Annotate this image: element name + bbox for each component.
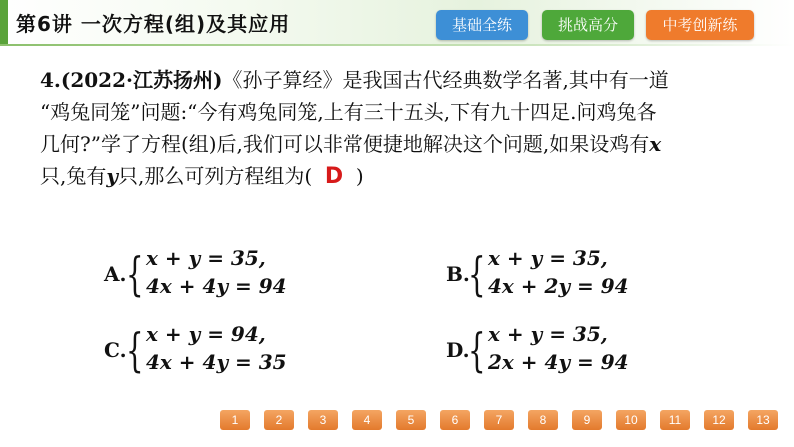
question-body: 只,那么可列方程组为 [117, 164, 305, 188]
page-button-3[interactable]: 3 [308, 410, 338, 430]
page-button-6[interactable]: 6 [440, 410, 470, 430]
page-button-7[interactable]: 7 [484, 410, 514, 430]
challenge-button[interactable]: 挑战高分 [542, 10, 634, 40]
option-label: A. [104, 262, 127, 286]
equation-1: x + y = 94, [146, 322, 266, 346]
equation-2: 4x + 2y = 94 [488, 274, 629, 298]
page-button-11[interactable]: 11 [660, 410, 690, 430]
question-text [40, 64, 780, 193]
header-divider [0, 44, 794, 46]
option-label: D. [446, 338, 470, 362]
page-button-1[interactable]: 1 [220, 410, 250, 430]
basic-practice-button[interactable]: 基础全练 [436, 10, 528, 40]
page-button-9[interactable]: 9 [572, 410, 602, 430]
question-body: 几何?”学了方程(组)后,我们可以非常便捷地解决这个问题,如果设鸡有 [40, 132, 650, 156]
answer-text[interactable]: D [324, 164, 344, 189]
answer-bracket-open: ( [304, 164, 325, 188]
header-accent [0, 0, 8, 44]
page-button-12[interactable]: 12 [704, 410, 734, 430]
equation-2: 4x + 4y = 94 [146, 274, 287, 298]
option-label: C. [104, 338, 127, 362]
exam-innovation-button[interactable]: 中考创新练 [646, 10, 754, 40]
lesson-title: 第6讲 一次方程(组)及其应用 [16, 12, 291, 36]
option-c [104, 322, 364, 382]
question-line-3 [40, 128, 780, 160]
option-b [446, 246, 706, 306]
equation-2: 2x + 4y = 94 [488, 350, 629, 374]
page-button-13[interactable]: 13 [748, 410, 778, 430]
page-button-10[interactable]: 10 [616, 410, 646, 430]
page-button-8[interactable]: 8 [528, 410, 558, 430]
page-button-2[interactable]: 2 [264, 410, 294, 430]
question-line-4 [40, 160, 780, 193]
equation-1: x + y = 35, [488, 322, 608, 346]
equation-1: x + y = 35, [146, 246, 266, 270]
equation-2: 4x + 4y = 35 [146, 350, 287, 374]
option-label: B. [446, 262, 470, 286]
variable-y: y [106, 164, 118, 188]
page-button-5[interactable]: 5 [396, 410, 426, 430]
question-line-1 [40, 64, 780, 96]
variable-x: x [649, 132, 662, 156]
question-number: 4. [40, 68, 61, 92]
option-a [104, 246, 364, 306]
question-source: (2022·江苏扬州) [60, 68, 223, 92]
question-line-2: “鸡兔同笼”问题:“今有鸡兔同笼,上有三十五头,下有九十四足.问鸡兔各 [40, 100, 657, 124]
option-d [446, 322, 706, 382]
brace-icon: { [126, 247, 144, 301]
question-body: 只,兔有 [40, 164, 107, 188]
brace-icon: { [468, 323, 486, 377]
question-body: 《孙子算经》是我国古代经典数学名著,其中有一道 [222, 68, 669, 92]
brace-icon: { [126, 323, 144, 377]
equation-1: x + y = 35, [488, 246, 608, 270]
answer-bracket-close: ) [343, 164, 364, 188]
brace-icon: { [468, 247, 486, 301]
page-button-4[interactable]: 4 [352, 410, 382, 430]
